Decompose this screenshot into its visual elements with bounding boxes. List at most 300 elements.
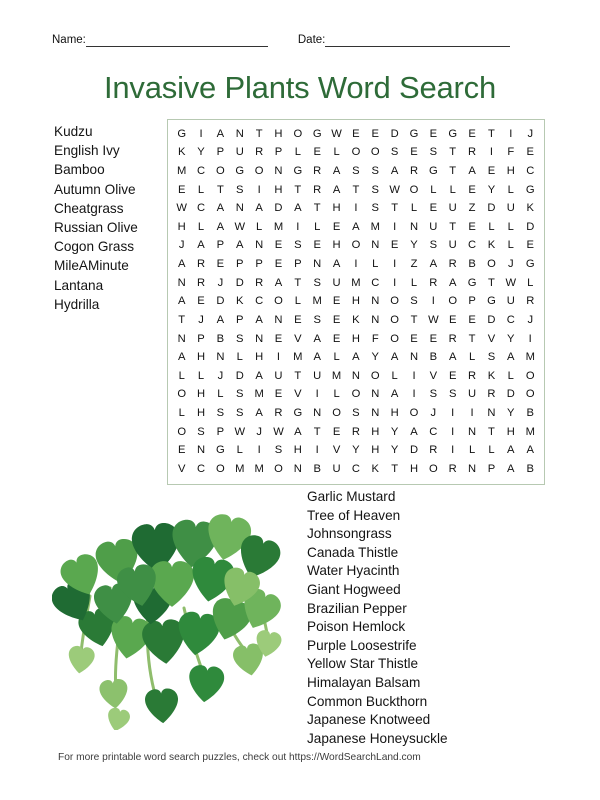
grid-cell-12-10[interactable]: Y	[371, 351, 379, 364]
grid-cell-0-14[interactable]: G	[448, 127, 458, 140]
grid-cell-0-13[interactable]: E	[429, 127, 438, 140]
grid-cell-3-5[interactable]: H	[274, 183, 283, 196]
grid-cell-0-6[interactable]: O	[293, 127, 303, 140]
grid-cell-11-12[interactable]: E	[410, 332, 418, 345]
grid-cell-18-6[interactable]: N	[293, 463, 302, 476]
grid-cell-5-16[interactable]: L	[488, 220, 495, 233]
grid-cell-10-8[interactable]: E	[332, 313, 341, 326]
grid-cell-6-7[interactable]: E	[313, 239, 321, 252]
grid-cell-9-8[interactable]: E	[332, 295, 341, 308]
grid-cell-17-11[interactable]: Y	[390, 444, 399, 457]
grid-cell-10-15[interactable]: E	[468, 313, 476, 326]
grid-cell-13-15[interactable]: R	[468, 369, 477, 382]
grid-cell-11-2[interactable]: B	[216, 332, 225, 345]
grid-cell-17-9[interactable]: Y	[352, 444, 360, 457]
grid-cell-5-14[interactable]: T	[449, 220, 457, 233]
grid-cell-7-10[interactable]: L	[372, 258, 379, 271]
grid-cell-18-1[interactable]: C	[196, 463, 206, 476]
grid-cell-1-0[interactable]: K	[177, 146, 186, 159]
grid-cell-11-6[interactable]: V	[294, 332, 302, 345]
grid-cell-5-13[interactable]: U	[429, 220, 438, 233]
grid-cell-1-16[interactable]: I	[489, 146, 493, 159]
grid-cell-18-10[interactable]: K	[371, 463, 379, 476]
grid-cell-8-10[interactable]: C	[371, 276, 380, 289]
grid-cell-14-7[interactable]: I	[315, 388, 319, 401]
grid-cell-15-5[interactable]: R	[274, 407, 283, 420]
grid-cell-15-18[interactable]: B	[526, 407, 534, 420]
grid-cell-13-10[interactable]: O	[370, 369, 380, 382]
word-search-grid[interactable]	[167, 119, 545, 485]
grid-cell-14-0[interactable]: O	[177, 388, 187, 401]
grid-cell-6-6[interactable]: S	[294, 239, 302, 252]
grid-cell-6-11[interactable]: E	[390, 239, 399, 252]
grid-cell-5-9[interactable]: A	[352, 220, 360, 233]
grid-cell-13-8[interactable]: M	[331, 369, 342, 382]
grid-cell-16-4[interactable]: J	[256, 425, 262, 438]
grid-cell-7-12[interactable]: Z	[410, 258, 418, 271]
grid-cell-4-18[interactable]: K	[526, 202, 534, 215]
grid-cell-13-3[interactable]: D	[235, 369, 244, 382]
grid-cell-0-17[interactable]: I	[509, 127, 513, 140]
grid-cell-4-15[interactable]: Z	[468, 202, 476, 215]
grid-cell-9-13[interactable]: I	[431, 295, 435, 308]
grid-cell-2-15[interactable]: A	[468, 164, 476, 177]
grid-cell-6-8[interactable]: H	[332, 239, 341, 252]
grid-cell-6-3[interactable]: A	[236, 239, 244, 252]
grid-cell-10-14[interactable]: E	[448, 313, 457, 326]
grid-cell-2-5[interactable]: N	[274, 164, 283, 177]
grid-cell-17-0[interactable]: E	[177, 444, 186, 457]
grid-cell-18-18[interactable]: B	[526, 463, 534, 476]
grid-cell-6-13[interactable]: S	[429, 239, 438, 252]
grid-cell-11-4[interactable]: N	[255, 332, 264, 345]
grid-cell-4-12[interactable]: L	[410, 202, 418, 215]
grid-cell-7-8[interactable]: A	[332, 258, 341, 271]
grid-cell-1-18[interactable]: E	[526, 146, 534, 159]
grid-cell-15-9[interactable]: S	[352, 407, 360, 420]
grid-cell-1-10[interactable]: O	[370, 146, 380, 159]
grid-cell-7-4[interactable]: P	[255, 258, 263, 271]
grid-cell-15-11[interactable]: H	[390, 407, 399, 420]
date-write-line[interactable]	[325, 35, 510, 47]
grid-cell-3-10[interactable]: S	[371, 183, 379, 196]
grid-cell-1-6[interactable]: L	[294, 146, 301, 159]
grid-cell-13-7[interactable]: U	[313, 369, 322, 382]
grid-cell-12-12[interactable]: N	[409, 351, 419, 364]
grid-cell-4-3[interactable]: N	[235, 202, 244, 215]
grid-cell-13-6[interactable]: T	[294, 369, 302, 382]
grid-cell-9-1[interactable]: E	[197, 295, 205, 308]
grid-cell-0-7[interactable]: G	[312, 127, 322, 140]
grid-cell-5-12[interactable]: N	[409, 220, 419, 233]
grid-cell-1-14[interactable]: T	[449, 146, 457, 159]
grid-cell-4-17[interactable]: U	[506, 202, 515, 215]
grid-cell-4-8[interactable]: H	[332, 202, 341, 215]
grid-cell-5-7[interactable]: L	[314, 220, 321, 233]
grid-cell-2-16[interactable]: E	[487, 164, 496, 177]
grid-cell-11-0[interactable]: N	[177, 332, 186, 345]
grid-cell-14-6[interactable]: V	[294, 388, 302, 401]
grid-cell-6-1[interactable]: A	[197, 239, 205, 252]
grid-cell-11-5[interactable]: E	[274, 332, 283, 345]
grid-cell-15-1[interactable]: H	[196, 407, 206, 420]
grid-cell-11-11[interactable]: O	[390, 332, 399, 345]
grid-cell-0-12[interactable]: G	[409, 127, 419, 140]
grid-cell-3-13[interactable]: L	[430, 183, 437, 196]
grid-cell-9-0[interactable]: A	[177, 295, 186, 308]
grid-cell-18-0[interactable]: V	[177, 463, 186, 476]
grid-cell-14-15[interactable]: U	[468, 388, 477, 401]
grid-cell-11-18[interactable]: I	[528, 332, 532, 345]
grid-cell-13-12[interactable]: I	[412, 369, 416, 382]
grid-cell-10-11[interactable]: O	[390, 313, 399, 326]
grid-cell-9-5[interactable]: O	[274, 295, 283, 308]
grid-cell-5-11[interactable]: I	[393, 220, 397, 233]
grid-cell-18-12[interactable]: H	[409, 463, 419, 476]
grid-cell-15-6[interactable]: G	[293, 407, 303, 420]
grid-cell-2-0[interactable]: M	[177, 164, 187, 177]
grid-cell-6-0[interactable]: J	[178, 239, 185, 252]
grid-cell-14-16[interactable]: R	[487, 388, 496, 401]
grid-cell-8-8[interactable]: U	[332, 276, 341, 289]
grid-cell-0-3[interactable]: N	[235, 127, 244, 140]
grid-cell-5-15[interactable]: E	[468, 220, 476, 233]
grid-cell-16-18[interactable]: M	[525, 425, 535, 438]
grid-cell-13-5[interactable]: U	[274, 369, 283, 382]
grid-cell-16-16[interactable]: T	[488, 425, 495, 438]
grid-cell-9-11[interactable]: O	[390, 295, 399, 308]
grid-cell-9-10[interactable]: N	[371, 295, 380, 308]
grid-cell-13-16[interactable]: K	[487, 369, 496, 382]
grid-cell-3-4[interactable]: I	[257, 183, 261, 196]
grid-cell-2-8[interactable]: A	[332, 164, 341, 177]
grid-cell-14-2[interactable]: L	[217, 388, 224, 401]
grid-cell-12-5[interactable]: I	[276, 351, 281, 364]
grid-cell-14-13[interactable]: S	[429, 388, 438, 401]
grid-cell-4-4[interactable]: A	[255, 202, 263, 215]
grid-cell-13-0[interactable]: L	[178, 369, 185, 382]
grid-cell-12-2[interactable]: N	[216, 351, 225, 364]
grid-cell-12-3[interactable]: L	[236, 351, 243, 364]
grid-cell-6-14[interactable]: U	[448, 239, 457, 252]
grid-cell-15-16[interactable]: N	[487, 407, 496, 420]
grid-cell-7-18[interactable]: G	[525, 258, 535, 271]
grid-cell-2-3[interactable]: G	[235, 164, 245, 177]
grid-cell-10-4[interactable]: A	[255, 313, 263, 326]
grid-cell-11-13[interactable]: E	[429, 332, 438, 345]
grid-cell-8-4[interactable]: R	[255, 276, 264, 289]
grid-cell-17-17[interactable]: A	[507, 444, 515, 457]
grid-cell-7-7[interactable]: N	[313, 258, 322, 271]
grid-cell-3-15[interactable]: E	[468, 183, 476, 196]
grid-cell-12-13[interactable]: B	[429, 351, 438, 364]
grid-cell-4-13[interactable]: E	[429, 202, 438, 215]
grid-cell-3-18[interactable]: G	[525, 183, 535, 196]
grid-cell-9-6[interactable]: L	[294, 295, 301, 308]
grid-cell-8-1[interactable]: R	[196, 276, 206, 289]
grid-cell-13-13[interactable]: V	[429, 369, 438, 382]
grid-cell-14-17[interactable]: D	[506, 388, 515, 401]
grid-cell-10-5[interactable]: N	[274, 313, 283, 326]
grid-cell-9-9[interactable]: H	[351, 295, 360, 308]
grid-cell-17-12[interactable]: D	[409, 444, 419, 457]
grid-cell-18-5[interactable]: O	[274, 463, 283, 476]
grid-cell-4-2[interactable]: A	[216, 202, 225, 215]
grid-cell-17-6[interactable]: H	[293, 444, 302, 457]
grid-cell-12-18[interactable]: M	[525, 351, 535, 364]
grid-cell-16-5[interactable]: W	[273, 425, 284, 438]
grid-cell-14-11[interactable]: A	[390, 388, 399, 401]
grid-cell-16-13[interactable]: C	[429, 425, 438, 438]
grid-cell-18-7[interactable]: B	[313, 463, 321, 476]
grid-cell-12-7[interactable]: A	[313, 351, 321, 364]
grid-cell-17-5[interactable]: S	[274, 444, 283, 457]
grid-cell-1-2[interactable]: P	[216, 146, 225, 159]
grid-cell-4-10[interactable]: S	[371, 202, 379, 215]
grid-cell-15-8[interactable]: O	[332, 407, 341, 420]
grid-cell-12-1[interactable]: H	[196, 351, 206, 364]
grid-cell-15-7[interactable]: N	[313, 407, 322, 420]
grid-cell-6-18[interactable]: E	[526, 239, 534, 252]
grid-cell-7-9[interactable]: I	[354, 258, 358, 271]
grid-cell-16-1[interactable]: S	[197, 425, 205, 438]
grid-cell-11-8[interactable]: E	[332, 332, 341, 345]
grid-cell-11-3[interactable]: S	[236, 332, 244, 345]
grid-cell-1-13[interactable]: S	[429, 146, 438, 159]
grid-cell-2-17[interactable]: H	[506, 164, 515, 177]
grid-cell-5-5[interactable]: M	[273, 220, 284, 233]
grid-cell-0-11[interactable]: D	[390, 127, 399, 140]
grid-cell-17-7[interactable]: I	[315, 444, 319, 457]
grid-cell-18-4[interactable]: M	[254, 463, 264, 476]
grid-cell-7-2[interactable]: E	[216, 258, 225, 271]
grid-cell-15-13[interactable]: J	[430, 407, 437, 420]
grid-cell-6-5[interactable]: E	[274, 239, 283, 252]
grid-cell-7-1[interactable]: R	[196, 258, 206, 271]
grid-cell-0-16[interactable]: T	[488, 127, 495, 140]
grid-cell-10-0[interactable]: T	[178, 313, 186, 326]
grid-cell-1-8[interactable]: L	[333, 146, 340, 159]
grid-cell-18-15[interactable]: N	[468, 463, 477, 476]
grid-cell-3-8[interactable]: A	[332, 183, 341, 196]
grid-cell-7-6[interactable]: P	[294, 258, 302, 271]
grid-cell-18-14[interactable]: R	[448, 463, 457, 476]
grid-cell-9-4[interactable]: C	[255, 295, 264, 308]
grid-cell-5-6[interactable]: I	[296, 220, 300, 233]
grid-cell-15-4[interactable]: A	[255, 407, 263, 420]
grid-cell-8-13[interactable]: R	[429, 276, 438, 289]
grid-cell-11-16[interactable]: V	[487, 332, 496, 345]
grid-cell-3-16[interactable]: Y	[487, 183, 496, 196]
grid-cell-10-7[interactable]: S	[313, 313, 321, 326]
grid-cell-11-15[interactable]: T	[468, 332, 476, 345]
grid-cell-0-2[interactable]: A	[216, 127, 225, 140]
grid-cell-18-16[interactable]: P	[487, 463, 496, 476]
grid-cell-16-8[interactable]: E	[332, 425, 341, 438]
grid-cell-8-15[interactable]: G	[467, 276, 477, 289]
grid-cell-16-2[interactable]: P	[216, 425, 225, 438]
grid-cell-15-15[interactable]: I	[470, 407, 474, 420]
grid-cell-5-2[interactable]: A	[216, 220, 225, 233]
grid-cell-9-16[interactable]: G	[487, 295, 496, 308]
grid-cell-8-12[interactable]: L	[410, 276, 418, 289]
date-field[interactable]	[298, 34, 511, 47]
grid-cell-2-10[interactable]: S	[371, 164, 379, 177]
grid-cell-14-5[interactable]: E	[274, 388, 283, 401]
grid-cell-1-5[interactable]: P	[274, 146, 283, 159]
grid-cell-17-8[interactable]: V	[332, 444, 341, 457]
grid-cell-2-11[interactable]: A	[390, 164, 399, 177]
grid-cell-8-9[interactable]: M	[351, 276, 361, 289]
grid-cell-15-0[interactable]: L	[178, 407, 185, 420]
grid-cell-14-18[interactable]: O	[525, 388, 535, 401]
grid-cell-9-2[interactable]: D	[216, 295, 225, 308]
grid-cell-10-3[interactable]: P	[236, 313, 244, 326]
grid-cell-1-4[interactable]: R	[255, 146, 264, 159]
grid-cell-2-4[interactable]: O	[254, 164, 264, 177]
grid-cell-11-9[interactable]: H	[351, 332, 360, 345]
grid-cell-4-14[interactable]: U	[448, 202, 457, 215]
grid-cell-16-3[interactable]: W	[234, 425, 246, 438]
grid-cell-8-14[interactable]: A	[448, 276, 457, 289]
grid-cell-4-5[interactable]: D	[274, 202, 283, 215]
grid-cell-12-17[interactable]: A	[507, 351, 515, 364]
grid-cell-0-9[interactable]: E	[352, 127, 360, 140]
grid-cell-2-14[interactable]: T	[449, 164, 457, 177]
grid-cell-3-6[interactable]: T	[294, 183, 302, 196]
grid-cell-0-1[interactable]: I	[199, 127, 203, 140]
grid-cell-6-10[interactable]: N	[371, 239, 380, 252]
grid-cell-5-8[interactable]: E	[332, 220, 341, 233]
grid-cell-11-10[interactable]: F	[371, 332, 379, 345]
grid-cell-17-1[interactable]: N	[196, 444, 206, 457]
grid-cell-8-6[interactable]: T	[294, 276, 302, 289]
grid-cell-13-17[interactable]: L	[507, 369, 514, 382]
grid-cell-10-6[interactable]: E	[294, 313, 302, 326]
grid-cell-4-16[interactable]: D	[487, 202, 496, 215]
grid-cell-8-7[interactable]: S	[313, 276, 321, 289]
grid-cell-3-17[interactable]: L	[507, 183, 514, 196]
grid-cell-7-0[interactable]: A	[177, 258, 186, 271]
grid-cell-14-14[interactable]: S	[448, 388, 457, 401]
grid-cell-9-15[interactable]: P	[468, 295, 476, 308]
grid-cell-16-17[interactable]: H	[506, 425, 515, 438]
grid-cell-13-11[interactable]: L	[391, 369, 398, 382]
grid-cell-0-0[interactable]: G	[177, 127, 187, 140]
grid-cell-8-3[interactable]: D	[235, 276, 244, 289]
grid-cell-16-6[interactable]: A	[294, 425, 302, 438]
grid-cell-10-17[interactable]: C	[506, 313, 515, 326]
grid-cell-14-8[interactable]: L	[333, 388, 340, 401]
grid-cell-4-6[interactable]: A	[294, 202, 302, 215]
grid-cell-9-12[interactable]: S	[410, 295, 418, 308]
grid-cell-9-14[interactable]: O	[448, 295, 458, 308]
grid-cell-13-14[interactable]: E	[448, 369, 457, 382]
grid-cell-10-16[interactable]: D	[487, 313, 496, 326]
grid-cell-8-16[interactable]: T	[488, 276, 495, 289]
grid-cell-4-9[interactable]: I	[354, 202, 358, 215]
grid-cell-18-17[interactable]: A	[507, 463, 515, 476]
grid-cell-8-17[interactable]: W	[505, 276, 517, 289]
grid-cell-18-11[interactable]: T	[391, 463, 399, 476]
grid-cell-1-11[interactable]: S	[390, 146, 399, 159]
grid-cell-17-14[interactable]: I	[451, 444, 455, 457]
grid-cell-17-3[interactable]: L	[236, 444, 243, 457]
grid-cell-7-15[interactable]: B	[468, 258, 476, 271]
grid-cell-5-0[interactable]: H	[177, 220, 186, 233]
grid-cell-6-15[interactable]: C	[468, 239, 477, 252]
grid-cell-12-16[interactable]: S	[487, 351, 496, 364]
grid-cell-6-2[interactable]: P	[216, 239, 225, 252]
grid-cell-3-7[interactable]: R	[313, 183, 322, 196]
name-field[interactable]	[52, 34, 268, 47]
grid-cell-16-14[interactable]: I	[451, 425, 455, 438]
grid-cell-16-10[interactable]: H	[371, 425, 380, 438]
grid-cell-16-12[interactable]: A	[410, 425, 418, 438]
grid-cell-17-10[interactable]: H	[371, 444, 380, 457]
grid-cell-10-13[interactable]: W	[428, 313, 439, 326]
grid-cell-7-5[interactable]: E	[274, 258, 283, 271]
grid-cell-11-1[interactable]: P	[197, 332, 205, 345]
grid-cell-8-5[interactable]: A	[274, 276, 283, 289]
grid-cell-2-12[interactable]: R	[409, 164, 419, 177]
grid-cell-8-11[interactable]: I	[393, 276, 397, 289]
grid-cell-4-7[interactable]: T	[313, 202, 321, 215]
grid-cell-7-17[interactable]: J	[507, 258, 514, 271]
grid-cell-1-9[interactable]: O	[351, 146, 361, 159]
grid-cell-17-4[interactable]: I	[257, 444, 261, 457]
grid-cell-14-3[interactable]: S	[236, 388, 244, 401]
grid-cell-15-17[interactable]: Y	[507, 407, 515, 420]
grid-cell-1-17[interactable]: F	[507, 146, 515, 159]
grid-cell-6-12[interactable]: Y	[410, 239, 418, 252]
grid-cell-4-1[interactable]: C	[196, 202, 206, 215]
grid-cell-2-7[interactable]: R	[313, 164, 322, 177]
grid-cell-18-2[interactable]: O	[216, 463, 225, 476]
grid-cell-15-14[interactable]: I	[451, 407, 455, 420]
grid-cell-12-4[interactable]: H	[255, 351, 264, 364]
grid-cell-1-15[interactable]: R	[468, 146, 477, 159]
grid-cell-1-7[interactable]: E	[313, 146, 321, 159]
grid-cell-1-1[interactable]: Y	[197, 146, 205, 159]
grid-cell-3-11[interactable]: W	[389, 183, 400, 196]
grid-cell-7-3[interactable]: P	[236, 258, 244, 271]
grid-cell-12-6[interactable]: M	[293, 351, 303, 364]
grid-cell-10-10[interactable]: N	[371, 313, 380, 326]
grid-cell-11-14[interactable]: R	[448, 332, 457, 345]
grid-cell-7-13[interactable]: A	[429, 258, 438, 271]
grid-cell-14-1[interactable]: H	[196, 388, 206, 401]
grid-cell-0-18[interactable]: J	[527, 127, 534, 140]
grid-cell-5-18[interactable]: D	[526, 220, 535, 233]
grid-cell-13-18[interactable]: O	[525, 369, 535, 382]
grid-cell-4-11[interactable]: T	[391, 202, 399, 215]
grid-cell-4-0[interactable]: W	[176, 202, 187, 215]
grid-cell-6-16[interactable]: K	[487, 239, 496, 252]
grid-cell-3-14[interactable]: L	[449, 183, 456, 196]
grid-cell-17-18[interactable]: A	[526, 444, 534, 457]
grid-cell-6-17[interactable]: L	[507, 239, 514, 252]
grid-cell-9-18[interactable]: R	[526, 295, 535, 308]
grid-cell-9-17[interactable]: U	[506, 295, 515, 308]
grid-cell-11-17[interactable]: Y	[507, 332, 515, 345]
grid-cell-5-4[interactable]: L	[256, 220, 263, 233]
grid-cell-16-15[interactable]: N	[468, 425, 477, 438]
grid-cell-7-11[interactable]: I	[393, 258, 397, 271]
grid-cell-18-8[interactable]: U	[332, 463, 341, 476]
grid-cell-2-2[interactable]: O	[216, 164, 225, 177]
grid-cell-18-13[interactable]: O	[429, 463, 438, 476]
